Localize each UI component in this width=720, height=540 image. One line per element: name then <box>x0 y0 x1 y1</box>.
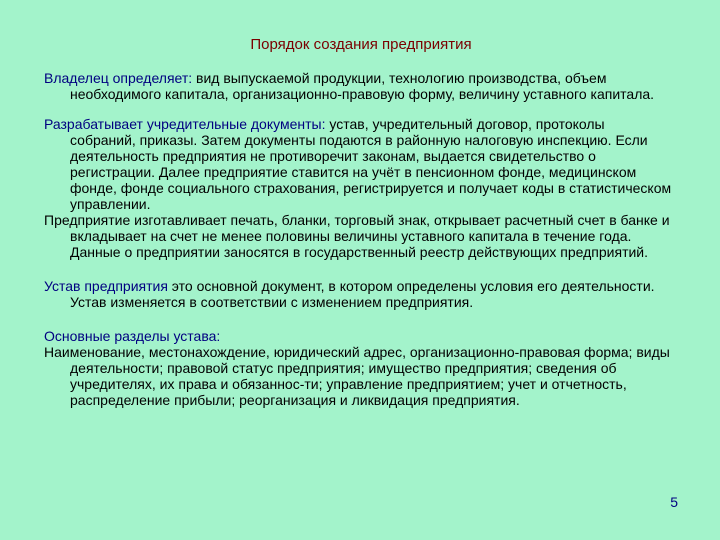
registration-text: Предприятие изготавливает печать, бланки, торговый знак, открывает расчетный счет в банке и вкладывает на счет не менее половины величины уставного капитала в течение года. Данные о предприятии заносятся в государственный реестр действующих предприятий. <box>44 212 670 260</box>
charter-paragraph <box>44 278 674 310</box>
charter-label: Устав предприятия <box>44 278 168 294</box>
sections-text: Наименование, местонахождение, юридический адрес, организационно-правовая форма; виды деятельности; правовой статус предприятия; имущество предприятия; сведения об учредителях, их права и обязаннос-ти; управление предприятием; учет и отчетность, распределение прибыли; реорганизация и ликвидация предприятия. <box>44 344 670 408</box>
documents-label: Разрабатывает учредительные документы: <box>44 116 326 132</box>
documents-text: устав, учредительный договор, протоколы собраний, приказы. Затем документы подаются в районную налоговую инспекцию. Если деятельность предприятия не противоречит законам, выдается свидетельство о регистрации. Далее предприятие ставится на учёт в пенсионном фонде, медицинском фонде, фонде социального страхования, регистрируется и получает коды в статистическом управлении. <box>70 116 672 212</box>
page-title <box>0 36 720 53</box>
page-title-text: Порядок создания предприятия <box>250 36 472 53</box>
sections-paragraph <box>44 344 674 408</box>
registration-paragraph <box>44 212 674 260</box>
sections-heading-paragraph <box>44 328 674 344</box>
documents-paragraph <box>44 116 674 212</box>
owner-text: вид выпускаемой продукции, технологию производства, объем необходимого капитала, организационно-правовую форму, величину уставного капитала. <box>70 70 655 102</box>
page-number: 5 <box>670 494 678 510</box>
owner-paragraph <box>44 70 674 102</box>
slide-content <box>44 70 674 408</box>
charter-text: это основной документ, в котором определены условия его деятельности. Устав изменяется в соответствии с изменением предприятия. <box>70 278 655 310</box>
owner-label: Владелец определяет: <box>44 70 193 86</box>
sections-label: Основные разделы устава: <box>44 328 221 344</box>
